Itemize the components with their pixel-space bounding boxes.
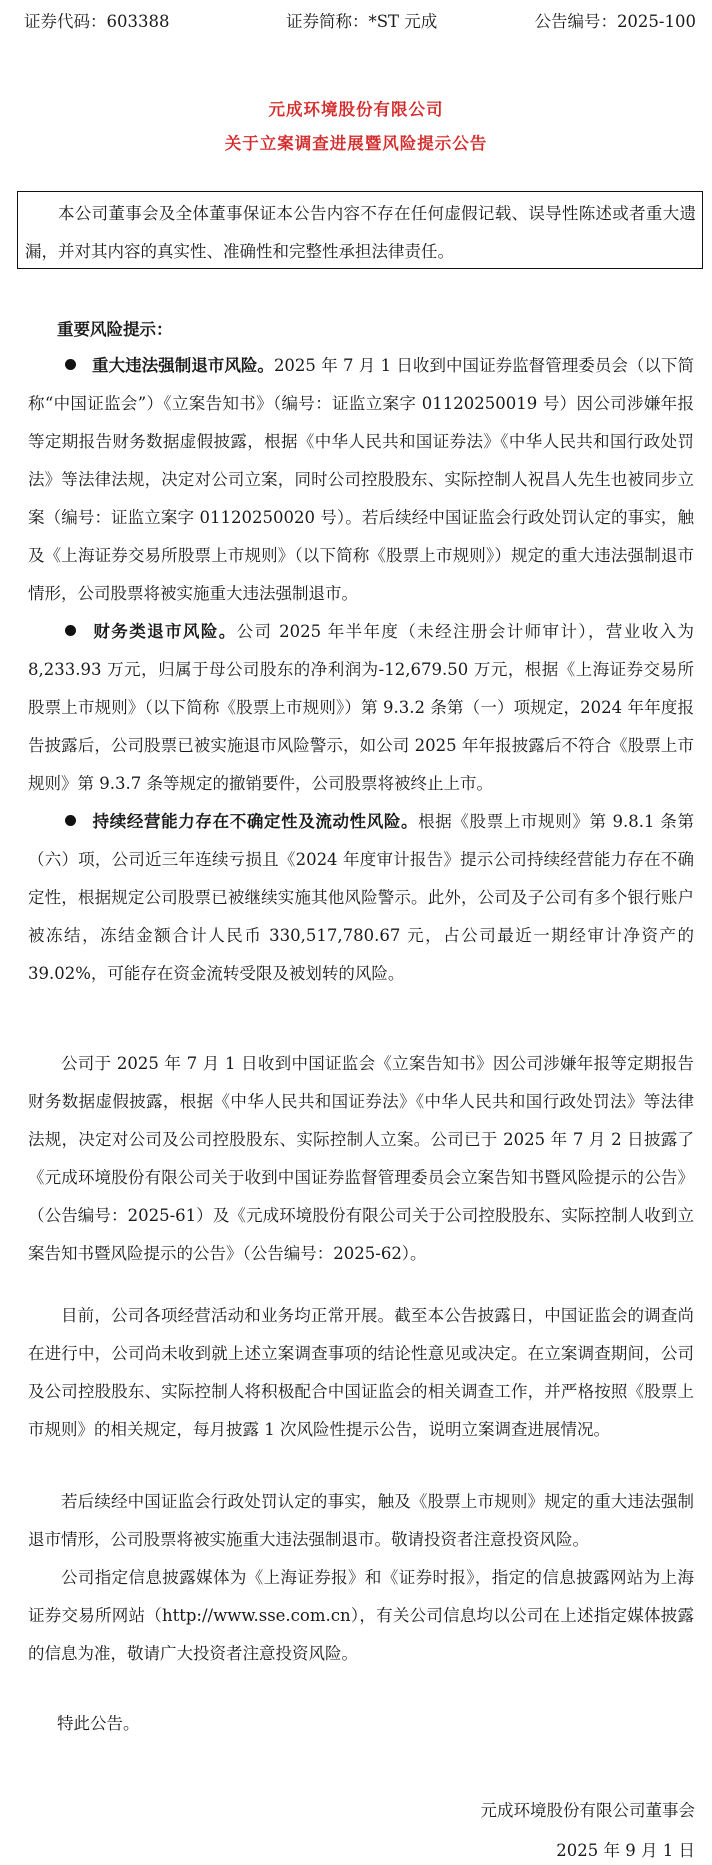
bullet-icon bbox=[65, 359, 76, 370]
bullet-icon bbox=[65, 815, 76, 826]
board-statement-box bbox=[17, 191, 703, 269]
risk-item-title: 财务类退市风险。 bbox=[92, 622, 237, 641]
risk-section-heading: 重要风险提示： bbox=[57, 320, 173, 339]
paragraph-text: 若后续经中国证监会行政处罚认定的事实，触及《股票上市规则》规定的重大违法强制退市情形，公司股票将被实施重大违法强制退市。敬请投资者注意投资风险。 bbox=[28, 1492, 694, 1549]
paragraph-text: 目前，公司各项经营活动和业务均正常开展。截至本公告披露日，中国证监会的调查尚在进行中，公司尚未收到就上述立案调查事项的结论性意见或决定。在立案调查期间，公司及公司控股股东、实际控制人将积极配合中国证监会的相关调查工作，并严格按照《股票上市规则》的相关规定，每月披露 1 次风险性提示公告，说明立案调查进展情况。 bbox=[28, 1306, 694, 1439]
risk-item-major-violation bbox=[28, 347, 694, 613]
risk-item-text: 公司 2025 年半年度（未经注册会计师审计），营业收入为 8,233.93 万元，归属于母公司股东的净利润为-12,679.50 万元，根据《上海证券交易所股票上市规则》（以下简称《股票上市规则》）第 9.3.2 条第（一）项规定，2024 年年度报告披露后，公司股票已被实施退市风险警示，如公司 2025 年年报披露后不符合《股票上市规则》第 9.3.7 条等规定的撤销要件，公司股票将被终止上市。 bbox=[28, 622, 695, 793]
risk-item-going-concern bbox=[28, 803, 694, 993]
risk-item-title: 重大违法强制退市风险。 bbox=[92, 356, 274, 375]
paragraph-disclosure-media bbox=[28, 1559, 694, 1673]
announcement-title: 关于立案调查进展暨风险提示公告 bbox=[224, 134, 488, 153]
risk-item-title: 持续经营能力存在不确定性及流动性风险。 bbox=[92, 812, 419, 831]
signature-organization: 元成环境股份有限公司董事会 bbox=[480, 1801, 695, 1820]
security-code: 证券代码：603388 bbox=[24, 12, 170, 31]
announcement-number: 公告编号：2025-100 bbox=[534, 12, 696, 31]
paragraph-current-status bbox=[28, 1297, 694, 1449]
document-header bbox=[24, 10, 696, 34]
company-title: 元成环境股份有限公司 bbox=[268, 100, 444, 119]
paragraph-text: 公司指定信息披露媒体为《上海证券报》和《证券时报》，指定的信息披露网站为上海证券交易所网站（http://www.sse.com.cn），有关公司信息均以公司在上述指定媒体披露的信息为准，敬请广大投资者注意投资风险。 bbox=[28, 1568, 694, 1663]
security-name: 证券简称：*ST 元成 bbox=[286, 12, 438, 31]
risk-item-text: 根据《股票上市规则》第 9.8.1 条第（六）项，公司近三年连续亏损且《2024 年度审计报告》提示公司持续经营能力存在不确定性，根据规定公司股票已被继续实施其他风险警示。此外，公司及子公司有多个银行账户被冻结，冻结金额合计人民币 330,517,780.67 元，占公司最近一期经审计净资产的 39.02%，可能存在资金流转受限及被划转的风险。 bbox=[28, 812, 694, 983]
paragraph-investigation bbox=[28, 1045, 694, 1273]
risk-item-financial bbox=[28, 613, 694, 803]
paragraph-delisting-warning bbox=[28, 1483, 694, 1559]
signature-date: 2025 年 9 月 1 日 bbox=[556, 1841, 695, 1860]
paragraph-text: 公司于 2025 年 7 月 1 日收到中国证监会《立案告知书》因公司涉嫌年报等定期报告财务数据虚假披露，根据《中华人民共和国证券法》《中华人民共和国行政处罚法》等法律法规，决定对公司及公司控股股东、实际控制人立案。公司已于 2025 年 7 月 2 日披露了《元成环境股份有限公司关于收到中国证券监督管理委员会立案告知书暨风险提示的公告》（公告编号：2025-61）及《元成环境股份有限公司关于公司控股股东、实际控制人收到立案告知书暨风险提示的公告》（公告编号：2025-62）。 bbox=[28, 1054, 694, 1263]
risk-item-text: 2025 年 7 月 1 日收到中国证券监督管理委员会（以下简称“中国证监会”）《立案告知书》（编号：证监立案字 01120250019 号）因公司涉嫌年报等定期报告财务数据虚假披露，根据《中华人民共和国证券法》《中华人民共和国行政处罚法》等法律法规，决定对公司立案，同时公司控股股东、实际控制人祝昌人先生也被同步立案（编号：证监立案字 01120250020 号）。若后续经中国证监会行政处罚认定的事实，触及《上海证券交易所股票上市规则》（以下简称《股票上市规则》）规定的重大违法强制退市情形，公司股票将被实施重大违法强制退市。 bbox=[28, 356, 695, 603]
closing-statement: 特此公告。 bbox=[57, 1714, 140, 1733]
board-statement: 本公司董事会及全体董事保证本公告内容不存在任何虚假记载、误导性陈述或者重大遗漏，并对其内容的真实性、准确性和完整性承担法律责任。 bbox=[25, 204, 696, 261]
bullet-icon bbox=[65, 625, 76, 636]
